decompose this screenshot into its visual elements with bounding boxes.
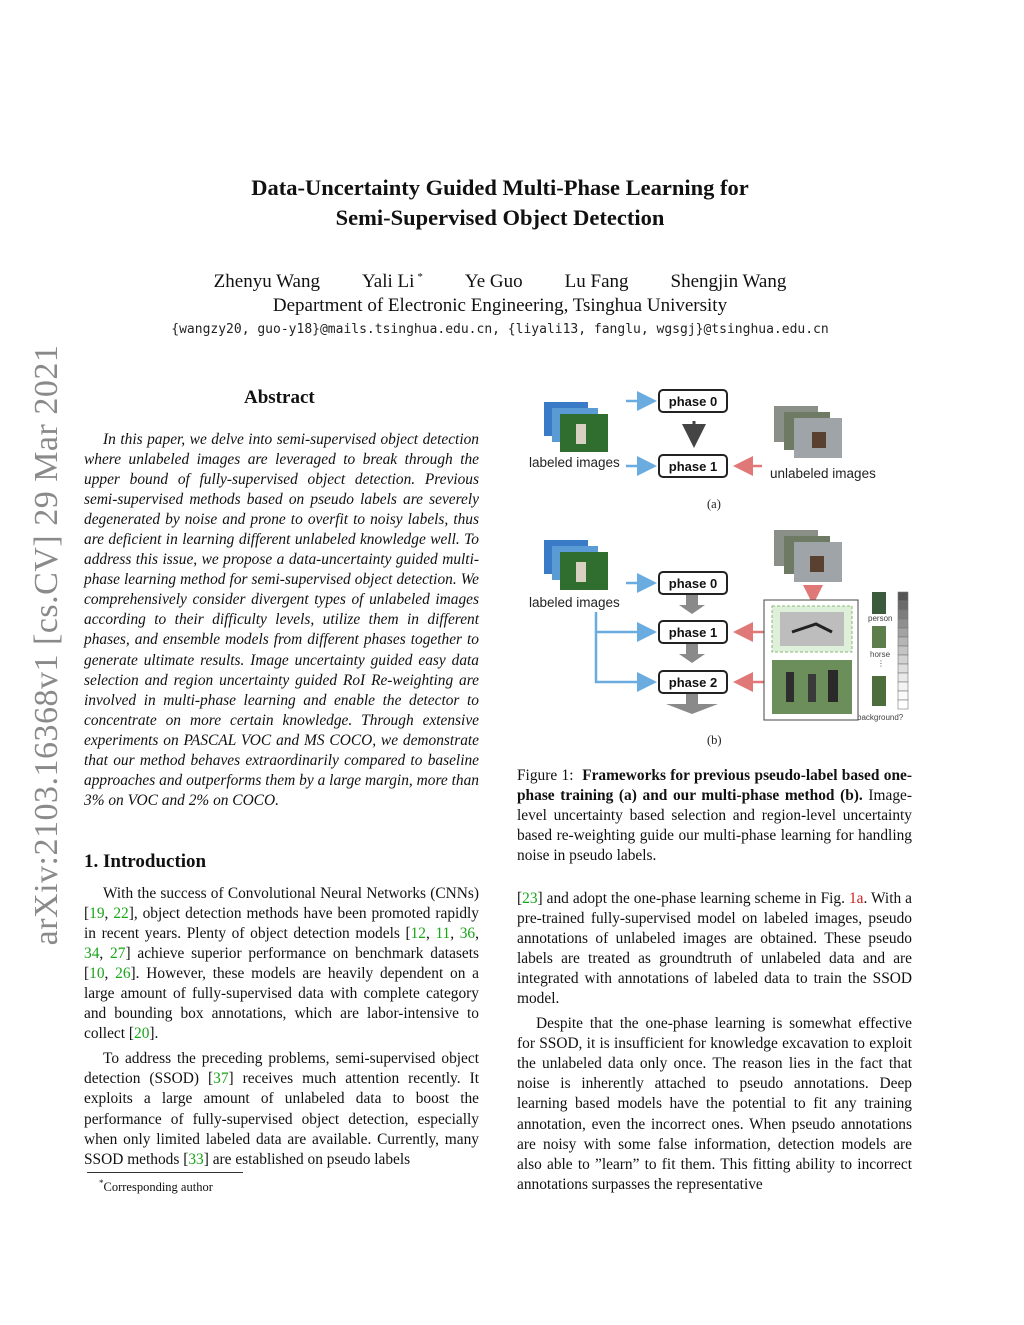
labeled-image-stack-b [544,540,608,590]
phase-2-box-b: phase 2 [658,670,728,694]
text-run: With the success of Convolutional Neural Networks (CNNs) [ [84,885,479,923]
citation-link[interactable]: 26 [115,965,131,983]
caption-prefix: Figure 1: [517,767,574,784]
citation-link[interactable]: 10 [89,965,105,983]
text-run: ], object detection methods have been promoted rapidly in recent years. Plenty of object detection models [ [84,905,479,943]
caption-bold: Frameworks for previous pseudo-label based one-phase training (a) and our multi-phase method (b). [517,767,912,805]
label-horse: horse [870,650,891,659]
citation-link[interactable]: 23 [522,890,538,907]
text-run: ] and adopt the one-phase learning scheme in Fig. [537,890,849,907]
arxiv-identifier: arXiv:2103.16368v1 [cs.CV] 29 Mar 2021 [28,344,65,946]
introduction-body [84,884,479,1170]
citation-link[interactable]: 11 [435,925,451,943]
author-mark: * [417,271,423,283]
text-run: ]. [149,1025,159,1043]
text-run: , [104,905,114,923]
footnote-mark: * [99,1178,104,1188]
introduction-heading: 1. Introduction [84,851,207,872]
author-4: Lu Fang [564,271,629,293]
footnote-text: Corresponding author [103,1180,213,1195]
figure-1-graphic [516,380,916,750]
unlabeled-image-stack-b [774,530,842,582]
abstract-heading: Abstract [244,387,315,408]
label-person: person [868,614,893,623]
unlabeled-image-stack-a [774,406,842,458]
title-line-1: Data-Uncertainty Guided Multi-Phase Learning for [251,175,749,200]
citation-link[interactable]: 27 [110,945,126,963]
citation-link[interactable]: 36 [459,925,476,943]
text-run: [ [517,890,523,907]
right-paragraph-1 [517,889,912,1009]
text-run: , [99,945,111,963]
right-column-body [517,889,912,1195]
crop-person [872,592,886,614]
figure-1-caption [517,766,912,866]
phase-0-box-b: phase 0 [658,571,728,595]
text-run: ]. However, these models are heavily dependent on a large amount of fully-supervised data with complete category and bounding box annotations, which are labor-intensive to collect [ [84,965,479,1043]
caption-rest: Image-level uncertainty based selection and region-level uncertainty based re-weighting guide our multi-phase learning for handling noise in pseudo labels. [517,787,912,865]
subfigure-b-label: (b) [707,733,722,747]
citation-link[interactable]: 34 [84,945,100,963]
phase-1-box-b: phase 1 [658,620,728,644]
author-1: Zhenyu Wang [213,271,320,293]
crop-horse [872,626,886,648]
author-2-name: Yali Li [361,271,415,293]
citation-link[interactable]: 19 [89,905,105,923]
rio-weight-bar [898,592,908,709]
abstract-text: In this paper, we delve into semi-supervised object detection where unlabeled images are leveraged to break through the upper bound of fully-supervised object detection. Previous semi-supervised methods based on pseudo labels are severely degenerated by noise and prone to overfit to noisy labels, thus are deficient in learning different unlabeled knowledge well. To address this issue, we propose a data-uncertainty guided multi-phase learning method for semi-supervised object detection. We comprehensively consider divergent types of unlabeled images according to their difficulty levels, utilize them in different phases, and ensemble models from different phases together to generate ultimate results. Image uncertainty guided easy data selection and region uncertainty guided RoI Re-weighting are involved in multi-phase learning and enable the detector to concentrate on more certain knowledge. Through extensive experiments on PASCAL VOC and MS COCO, we demonstrate that our method behaves extraordinarily compared to baseline approaches and outperforms them by a large margin, more than 3% on VOC and 2% on COCO. [84,431,479,809]
text-run: , [104,965,116,983]
intro-paragraph-2 [84,1049,479,1169]
easy-image [780,612,844,646]
text-run: . With a pre-trained fully-supervised model on labeled images, pseudo annotations of unlabeled images are obtained. These pseudo labels are treated as groundtruth of unlabeled data and are integrated with annotations of labeled data to train the SSOD model. [517,890,912,1008]
text-run: To address the preceding problems, semi-supervised object detection (SSOD) [ [84,1050,479,1088]
phase-flow-arrows [666,595,718,714]
email-addresses: {wangzy20, guo-y18}@mails.tsinghua.edu.cn, {liyali13, fanglu, wgsgj}@tsinghua.edu.cn [171,322,829,337]
phase-1-box-a: phase 1 [658,454,728,478]
right-paragraph-2: Despite that the one-phase learning is somewhat effective for SSOD, it is insufficient for knowledge excavation to exploit the unlabeled data only once. The reason lies in the fact that noise is inherently attached to pseudo annotations. Deep learning based models have the potential to fit any training annotation, even the incorrect ones. When pseudo annotations are noisy with some false information, detection models are also able to ”learn” to fit them. This fitting ability to incorrect annotations surpasses the representative [517,1015,912,1193]
text-run: ] receives much attention recently. It exploits a large amount of unlabeled data to boost the performance of fully-supervised object detection, especially when only limited labeled data are available. Currently, many SSOD methods [ [84,1070,479,1168]
text-run: , [425,925,436,943]
label-background: background? [857,713,904,722]
text-run: , [450,925,460,943]
citation-link[interactable]: 12 [410,925,426,943]
citation-link[interactable]: 22 [113,905,129,923]
text-run: ] achieve superior performance on benchmark datasets [ [84,945,480,983]
author-5: Shengjin Wang [670,271,787,293]
label-ellipsis: ⋮ [877,659,885,668]
labeled-image-stack-a [544,402,608,452]
author-3: Ye Guo [464,271,523,293]
labeled-images-label-b: labeled images [529,595,620,610]
paper-title [0,173,1000,233]
abstract-body [84,430,479,811]
affiliation: Department of Electronic Engineering, Tsinghua University [272,295,728,316]
author-list [0,271,1000,293]
unlabeled-images-label-a: unlabeled images [770,466,876,481]
intro-paragraph-1 [84,884,479,1044]
author-2 [362,271,423,293]
labeled-images-label-a: labeled images [529,455,620,470]
text-run: , [475,925,479,943]
crop-background [872,676,886,706]
text-run: ] are established on pseudo labels [203,1150,411,1168]
citation-link[interactable]: 33 [188,1150,204,1168]
subfigure-a-label: (a) [707,497,721,511]
arrow-labeled-to-b-phase2 [596,612,652,682]
footnote-rule [87,1172,243,1173]
figure-1 [516,380,916,750]
phase-0-box-a: phase 0 [658,389,728,413]
citation-link[interactable]: 37 [213,1070,229,1088]
figure-link[interactable]: 1a [848,890,864,907]
citation-link[interactable]: 20 [134,1025,150,1043]
title-line-2: Semi-Supervised Object Detection [335,205,665,230]
footnote [99,1178,213,1195]
